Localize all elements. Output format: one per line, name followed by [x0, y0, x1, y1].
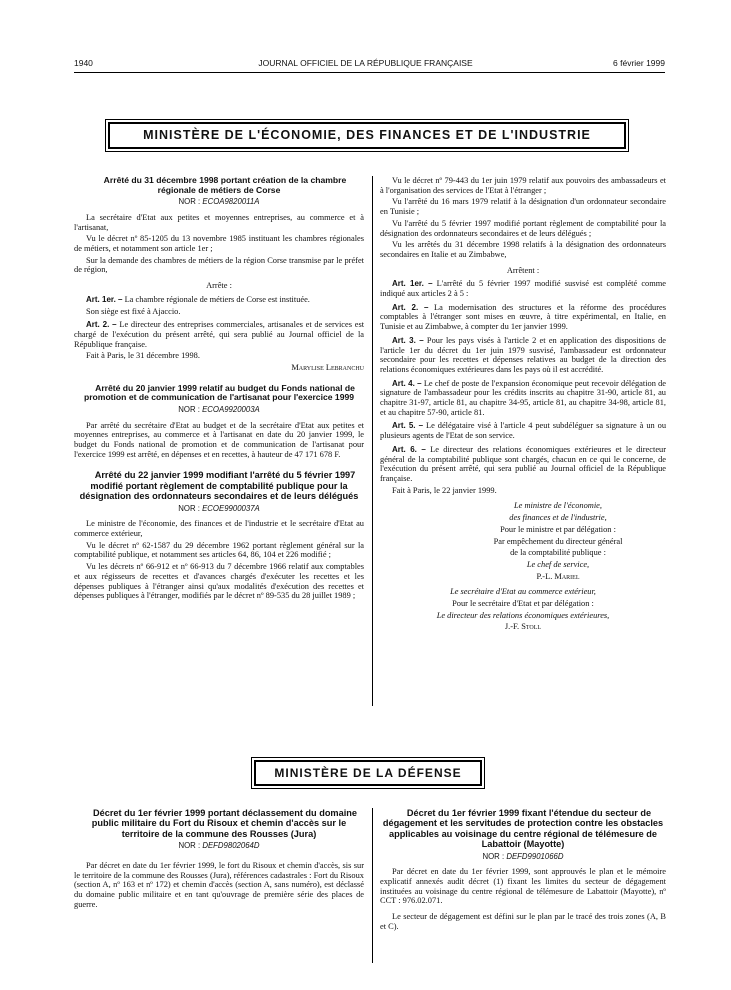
decree-title: Décret du 1er février 1999 portant déclassement du domaine public militaire du Fort du Risoux et chemin d'accès sur le territoire de la commune des Rousses (Jura) [91, 808, 357, 839]
paragraph: Vu le décret nº 62-1587 du 29 décembre 1962 portant règlement général sur la comptabilité publique, et notamment ses articles 64, 86, 104 et 226 modifié ; [74, 540, 364, 560]
article-1: Art. 1er. – La chambre régionale de métiers de Corse est instituée. [86, 294, 310, 304]
paragraph: Sur la demande des chambres de métiers de la région Corse transmise par le préfet de région, [74, 255, 364, 275]
nor-reference: NOR : ECOA9820011A [178, 197, 260, 207]
decree-budget [74, 384, 364, 460]
left-column-defense [74, 808, 364, 911]
paragraph: Vu l'arrêté du 5 février 1997 modifié portant règlement de comptabilité pour la désignation des ordonnateurs secondaires et de leurs délégués ; [380, 218, 666, 238]
decree-corse [74, 176, 364, 373]
journal-title: JOURNAL OFFICIEL DE LA RÉPUBLIQUE FRANÇAISE [258, 58, 473, 68]
article-1: Art. 1er. – L'arrêté du 5 février 1997 modifié susvisé est complété comme indiqué aux articles 2 à 5 : [380, 279, 666, 299]
decree-title: Arrêté du 22 janvier 1999 modifiant l'arrêté du 5 février 1997 modifié portant règlement de comptabilité publique pour la désignation des ordonnateurs secondaires et de leurs délégués [79, 470, 359, 502]
header-rule [74, 72, 665, 73]
nor-reference: NOR : ECOA9920003A [178, 404, 260, 414]
done-at: Fait à Paris, le 22 janvier 1999. [392, 485, 497, 495]
paragraph: Vu le décret nº 79-443 du 1er juin 1979 relatif aux pouvoirs des ambassadeurs et à l'organisation des services de l'Etat à l'étranger ; [380, 176, 666, 195]
column-divider [372, 176, 373, 706]
paragraph: Par arrêté du secrétaire d'Etat au budget et de la secrétaire d'Etat aux petites et moyennes entreprises, au commerce et à l'artisanat en date du 20 janvier 1999, le budget du Fonds national de promotion et de communication de l'artisanat pour l'exercice 1999 est arrêté, en dépenses et en recettes, à hauteur de 47 171 678 F. [74, 420, 364, 459]
paragraph: Vu le décret nº 85-1205 du 13 novembre 1985 instituant les chambres régionales de métiers, et notamment son article 1er ; [74, 234, 364, 253]
paragraph: Vu l'arrêté du 16 mars 1979 relatif à la désignation d'un ordonnateur secondaire en Tunisie ; [380, 197, 666, 217]
decree-comptabilite [74, 470, 364, 601]
signature-block-secretary: Le secrétaire d'Etat au commerce extérieur, Pour le secrétaire d'Etat et par délégation : Le directeur des relations économiques extérieures, J.-F. Stoll [380, 587, 666, 632]
article-4: Art. 4. – Le chef de poste de l'expansion économique peut recevoir délégation de signature de l'ambassadeur pour les crédits inscrits au chapitre 31-90, article 81, au chapitre 31-97, article 81, au chapitre 34-95, article 81, au chapitre 34-98, article 81, et au chapitre 57-90, article 81. [380, 378, 667, 417]
article-5: Art. 5. – Le délégataire visé à l'article 4 peut subdéléguer sa signature à un ou plusieurs agents de l'Etat de son service. [380, 421, 667, 441]
article-3: Art. 3. – Pour les pays visés à l'article 2 et en application des dispositions de l'article 1er du décret du 1er juin 1979 susvisé, l'ambassadeur est ordonnateur secondaire pour les recettes et dépenses relatives au budget de la direction des relations économiques extérieures dans les pays où il est accrédité. [380, 335, 667, 374]
article-6: Art. 6. – Le directeur des relations économiques extérieures et le directeur général de la comptabilité publique sont chargés, chacun en ce qui le concerne, de l'exécution du présent arrêté, qui sera publié au Journal officiel de la République française. [380, 444, 667, 483]
section-title-economie: MINISTÈRE DE L'ÉCONOMIE, DES FINANCES ET DE L'INDUSTRIE [108, 122, 626, 149]
signature: Marylise Lebranchu [291, 363, 364, 373]
done-at: Fait à Paris, le 31 décembre 1998. [86, 351, 200, 361]
decree-title: Décret du 1er février 1999 fixant l'étendue du secteur de dégagement et les servitudes de protection contre les obstacles applicables au voisinage du centre régional de télémesure de Labattoir (Mayotte) [382, 808, 664, 850]
nor-code: ECOA9920003A [202, 404, 260, 414]
arretent-label: Arrêtent : [506, 265, 540, 275]
paragraph: Vu les arrêtés du 31 décembre 1998 relatifs à la désignation des ordonnateurs secondaires en Italie et au Zimbabwe, [380, 240, 666, 259]
paragraph: Le ministre de l'économie, des finances et de l'industrie et le secrétaire d'Etat au commerce extérieur, [74, 519, 364, 539]
paragraph: Le secteur de dégagement est défini sur le plan par le tracé des trois zones (A, B et C). [380, 912, 666, 931]
paragraph: Par décret en date du 1er février 1999, le fort du Risoux et chemin d'accès, sis sur le territoire de la commune des Rousses (Jura), références cadastrales : Fort du Risoux (section A, nº 163 et nº 172) et chemin d'accès (section A, sans numéro), est déclassé du domaine public militaire et en tant qu'ouvrage de première série des places de guerre. [74, 860, 364, 909]
nor-code: DEFD9901066D [506, 851, 564, 861]
left-column [74, 176, 364, 603]
arrete-label: Arrête : [206, 281, 232, 291]
issue-date: 6 février 1999 [613, 58, 665, 68]
nor-reference: NOR : DEFD9802064D [178, 841, 260, 851]
column-divider [372, 808, 373, 963]
right-column [380, 176, 666, 634]
decree-title: Arrêté du 31 décembre 1998 portant création de la chambre régionale de métiers de Corse [103, 175, 347, 195]
paragraph: Son siège est fixé à Ajaccio. [86, 306, 181, 316]
signature-block-minister: Le ministre de l'économie, des finances et de l'industrie, Pour le ministre et par délégation : Par empêchement du directeur général de la comptabilité publique : Le chef de service, P.-L. Mariel [380, 501, 666, 581]
section-title-defense: MINISTÈRE DE LA DÉFENSE [254, 760, 482, 786]
nor-code: ECOA9820011A [202, 197, 260, 207]
right-column-defense [380, 808, 666, 934]
nor-reference: NOR : ECOE9900037A [178, 503, 260, 513]
paragraph: La secrétaire d'Etat aux petites et moyennes entreprises, au commerce et à l'artisanat, [74, 212, 364, 232]
paragraph: Vu les décrets nº 66-912 et nº 66-913 du 7 décembre 1966 relatif aux comptables et aux régisseurs de recettes et d'avances chargés d'exécuter les recettes et les dépenses publiques à l'étranger ainsi qu'aux modalités d'exécution des recettes et dépenses publiques à l'étranger, modifiés par le décret nº 89-535 du 28 juillet 1989 ; [74, 562, 364, 601]
paragraph: Par décret en date du 1er février 1999, sont approuvés le plan et le mémoire explicatif annexés audit décret (1) fixant les limites du secteur de dégagement instituées au voisinage du centre régional de télémesure de Labattoir (Mayotte), nº CCT : 976.02.071. [380, 867, 666, 906]
article-2: Art. 2. – Le directeur des entreprises commerciales, artisanales et de services est chargé de l'exécution du présent arrêté, qui sera publié au Journal officiel de la République française. [74, 320, 365, 349]
page-number: 1940 [74, 58, 93, 68]
signature: J.-F. Stoll [504, 622, 542, 632]
nor-reference: NOR : DEFD9901066D [482, 851, 564, 861]
signature: P.-L. Mariel [536, 571, 580, 581]
nor-code: DEFD9802064D [202, 841, 260, 851]
nor-code: ECOE9900037A [202, 503, 260, 513]
decree-title: Arrêté du 20 janvier 1999 relatif au budget du Fonds national de promotion et de communication de l'artisanat pour l'exercice 1999 [83, 382, 355, 403]
article-2: Art. 2. – La modernisation des structures et la réforme des procédures comptables à l'étranger sont mises en œuvre, à titre expérimental, en Italie, en Tunisie et au Zimbabwe, à compter du 1er janvier 1999. [380, 302, 666, 332]
